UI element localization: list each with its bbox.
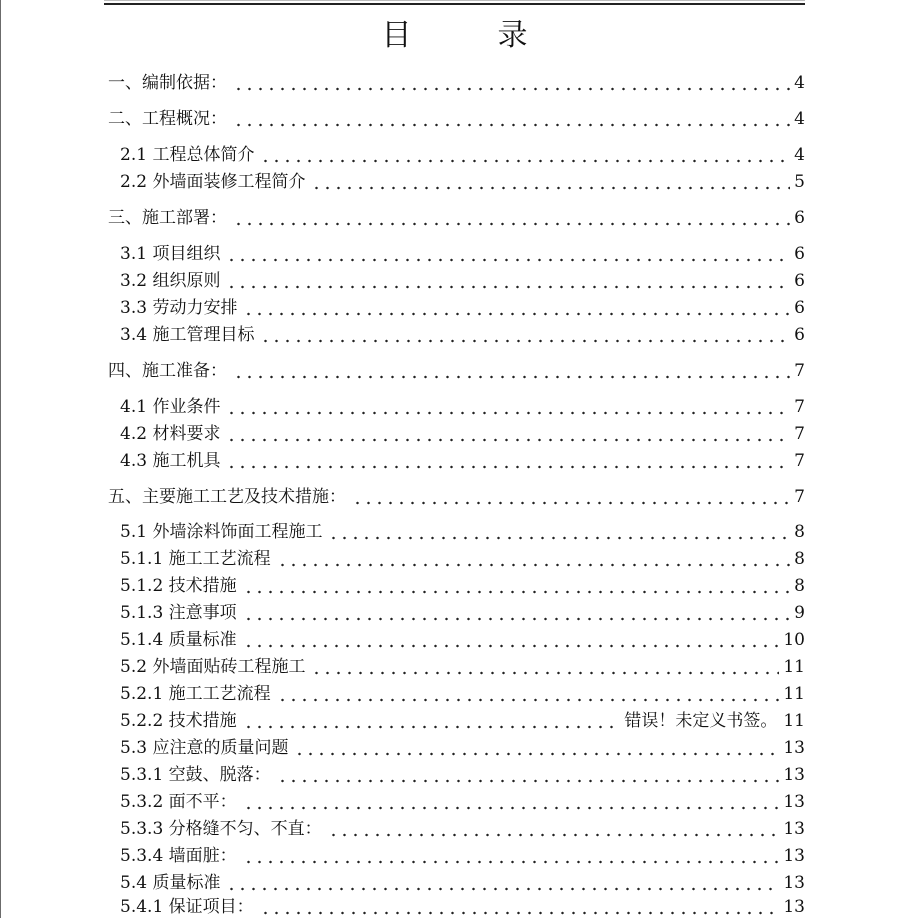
dot-leader xyxy=(243,708,621,730)
dot-leader xyxy=(233,106,790,128)
toc-entry[interactable] xyxy=(120,733,805,759)
toc-entry[interactable] xyxy=(120,419,805,445)
toc-entry[interactable] xyxy=(120,544,805,570)
page-left-edge xyxy=(0,0,1,918)
dot-leader xyxy=(243,573,791,595)
toc-entry[interactable] xyxy=(120,841,805,867)
dot-leader xyxy=(226,241,790,263)
toc-entry[interactable] xyxy=(120,293,805,319)
toc-entry[interactable] xyxy=(120,652,805,678)
dot-leader xyxy=(243,843,780,865)
toc-entry[interactable] xyxy=(120,517,805,543)
toc-entry-label: 5.1.2 技术措施 xyxy=(120,576,237,596)
toc-entry[interactable] xyxy=(120,140,805,166)
toc-entry[interactable] xyxy=(120,760,805,786)
dot-leader xyxy=(226,421,790,443)
dot-leader xyxy=(352,484,790,506)
toc-entry-page: 13 xyxy=(783,792,805,812)
dot-leader xyxy=(233,358,790,380)
dot-leader xyxy=(294,735,779,757)
toc-entry[interactable] xyxy=(108,356,805,382)
dot-leader xyxy=(226,448,790,470)
toc-entry[interactable] xyxy=(120,706,805,732)
toc-entry[interactable] xyxy=(120,679,805,705)
toc-entry[interactable] xyxy=(108,203,805,229)
dot-leader xyxy=(226,870,779,892)
toc-entry[interactable] xyxy=(120,167,805,193)
dot-leader xyxy=(311,654,779,676)
toc-entry-label: 3.1 项目组织 xyxy=(120,244,221,264)
toc-entry-page: 4 xyxy=(794,109,805,129)
dot-leader xyxy=(328,816,780,838)
dot-leader xyxy=(226,268,790,290)
toc-entry-label: 4.2 材料要求 xyxy=(120,424,221,444)
toc-entry[interactable] xyxy=(120,787,805,813)
dot-leader xyxy=(226,394,790,416)
toc-entry-page: 13 xyxy=(783,873,805,893)
toc-entry-label: 5.3.1 空鼓、脱落： xyxy=(120,765,271,785)
toc-entry-page: 7 xyxy=(794,487,805,507)
toc-entry-label: 五、主要施工工艺及技术措施： xyxy=(108,487,346,507)
toc-entry-label: 5.4.1 保证项目： xyxy=(120,897,254,917)
toc-entry-page: 10 xyxy=(783,630,805,650)
dot-leader xyxy=(243,789,780,811)
toc-entry-label: 4.3 施工机具 xyxy=(120,451,221,471)
toc-entry-label: 5.1.3 注意事项 xyxy=(120,603,237,623)
dot-leader xyxy=(243,627,780,649)
toc-entry-label: 四、施工准备： xyxy=(108,361,227,381)
toc-entry-page: 6 xyxy=(794,244,805,264)
toc-entry-label: 2.1 工程总体简介 xyxy=(120,145,255,165)
dot-leader xyxy=(260,322,790,344)
toc-entry-label: 5.3 应注意的质量问题 xyxy=(120,738,289,758)
dot-leader xyxy=(277,546,791,568)
toc-entry-page: 4 xyxy=(794,145,805,165)
toc-title: 目 录 xyxy=(381,18,556,53)
header-faint-rule xyxy=(104,0,805,1)
toc-entry-label: 5.3.4 墙面脏： xyxy=(120,846,237,866)
toc-entry-label: 5.2 外墙面贴砖工程施工 xyxy=(120,657,306,677)
toc-entry-label: 二、工程概况： xyxy=(108,109,227,129)
toc-entry-page: 7 xyxy=(794,424,805,444)
dot-leader xyxy=(260,894,780,916)
dot-leader xyxy=(243,295,790,317)
toc-entry-page: 13 xyxy=(783,846,805,866)
toc-entry-label: 5.1.1 施工工艺流程 xyxy=(120,549,271,569)
toc-entry[interactable] xyxy=(108,482,805,508)
toc-entry[interactable] xyxy=(120,320,805,346)
toc-entry-page: 8 xyxy=(794,576,805,596)
toc-entry-label: 5.1 外墙涂料饰面工程施工 xyxy=(120,522,323,542)
toc-entry-page: 6 xyxy=(794,298,805,318)
toc-entry-label: 5.3.2 面不平： xyxy=(120,792,237,812)
dot-leader xyxy=(243,600,791,622)
toc-entry-page: 13 xyxy=(783,819,805,839)
toc-entry-page: 5 xyxy=(794,172,805,192)
toc-entry[interactable] xyxy=(108,68,805,94)
toc-entry-page: 11 xyxy=(783,711,805,731)
toc-entry-page: 13 xyxy=(783,765,805,785)
toc-entry[interactable] xyxy=(120,392,805,418)
toc-entry-page: 6 xyxy=(794,271,805,291)
toc-entry-page: 7 xyxy=(794,397,805,417)
toc-entry-label: 4.1 作业条件 xyxy=(120,397,221,417)
toc-entry-page: 11 xyxy=(783,684,805,704)
toc-entry-page: 6 xyxy=(794,208,805,228)
toc-entry[interactable] xyxy=(120,266,805,292)
toc-entry-label: 三、施工部署： xyxy=(108,208,227,228)
toc-entry-label: 5.2.1 施工工艺流程 xyxy=(120,684,271,704)
header-rule xyxy=(104,3,805,5)
toc-entry-label: 3.2 组织原则 xyxy=(120,271,221,291)
toc-entry-page: 8 xyxy=(794,549,805,569)
dot-leader xyxy=(328,519,790,541)
toc-entry-page: 4 xyxy=(794,73,805,93)
toc-entry-page: 7 xyxy=(794,361,805,381)
toc-entry-label: 2.2 外墙面装修工程简介 xyxy=(120,172,306,192)
toc-entry-label: 5.3.3 分格缝不匀、不直： xyxy=(120,819,322,839)
toc-entry-page: 11 xyxy=(783,657,805,677)
toc-entry-label: 5.1.4 质量标准 xyxy=(120,630,237,650)
toc-entry[interactable] xyxy=(120,239,805,265)
toc-entry-page: 13 xyxy=(783,897,805,917)
toc-entry-label: 5.2.2 技术措施 xyxy=(120,711,237,731)
toc-entry-page: 13 xyxy=(783,738,805,758)
dot-leader xyxy=(311,169,790,191)
toc-entry[interactable] xyxy=(108,104,805,130)
toc-entry-page: 8 xyxy=(794,522,805,542)
toc-entry[interactable] xyxy=(120,868,805,894)
toc-entry[interactable] xyxy=(120,446,805,472)
dot-leader xyxy=(277,681,780,703)
toc-entry[interactable] xyxy=(120,892,805,918)
toc-entry-label: 3.3 劳动力安排 xyxy=(120,298,238,318)
toc-entry[interactable] xyxy=(120,625,805,651)
bookmark-error-note: 错误！未定义书签。 xyxy=(624,711,778,731)
toc-entry-page: 9 xyxy=(794,603,805,623)
dot-leader xyxy=(260,142,790,164)
toc-entry[interactable] xyxy=(120,598,805,624)
toc-entry-label: 5.4 质量标准 xyxy=(120,873,221,893)
toc-entry-page: 6 xyxy=(794,325,805,345)
toc-entry[interactable] xyxy=(120,571,805,597)
dot-leader xyxy=(233,70,790,92)
toc-entry-label: 一、编制依据： xyxy=(108,73,227,93)
toc-entry-page: 7 xyxy=(794,451,805,471)
dot-leader xyxy=(233,205,790,227)
dot-leader xyxy=(277,762,780,784)
toc-entry[interactable] xyxy=(120,814,805,840)
toc-entry-label: 3.4 施工管理目标 xyxy=(120,325,255,345)
